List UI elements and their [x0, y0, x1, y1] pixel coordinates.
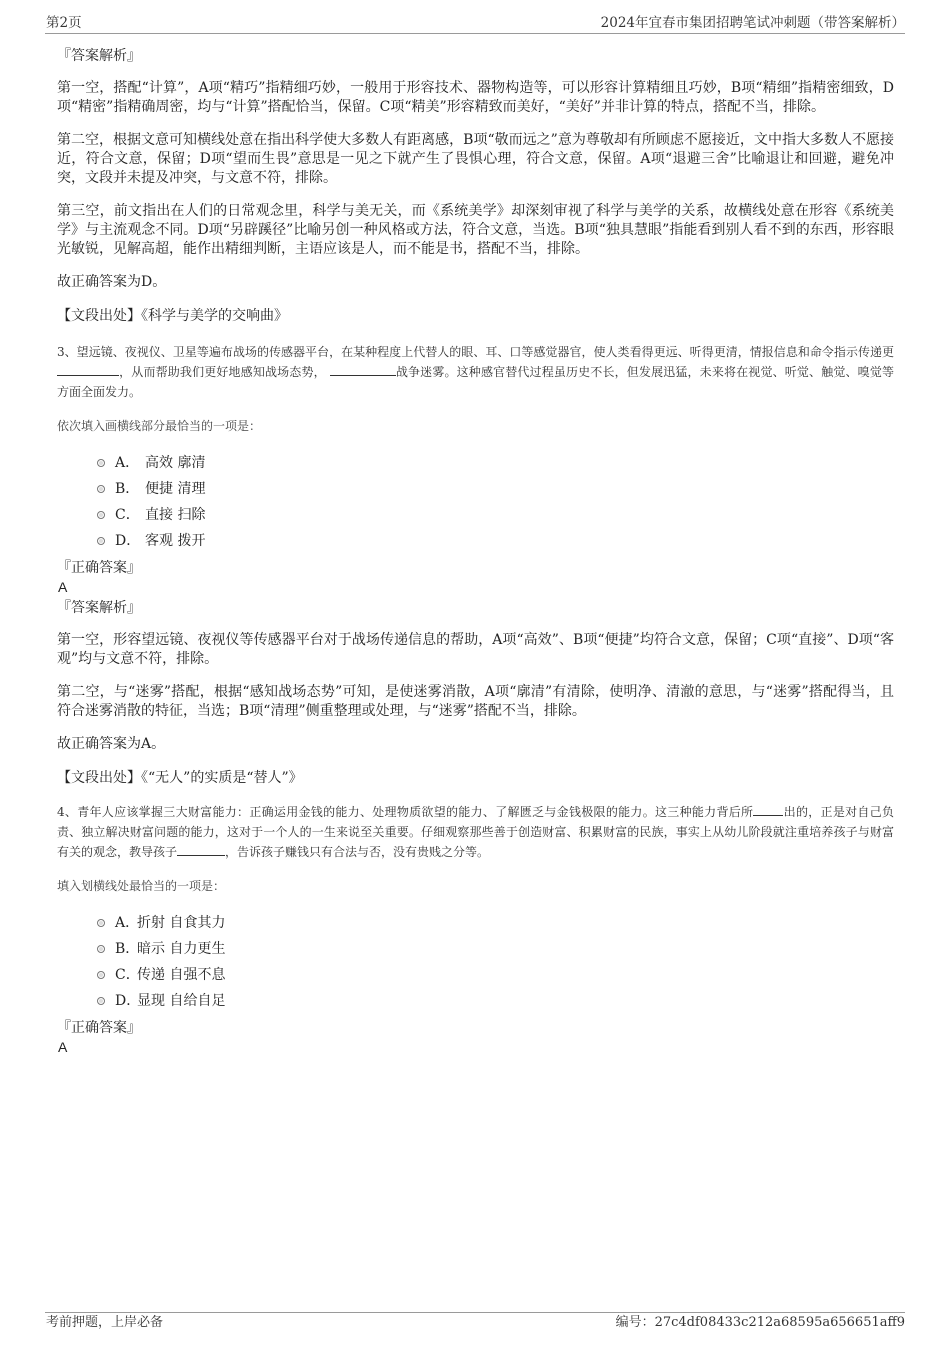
answer-conclusion: 故正确答案为A。 [57, 736, 166, 752]
option-text: 便捷 清理 [145, 481, 206, 497]
option-text: 传递 自强不息 [137, 967, 226, 983]
stem-text: 3、望远镜、夜视仪、卫星等遍布战场的传感器平台，在某种程度上代替人的眼、耳、口等感觉器官，使人类看得更远、听得更清，情报信息和命令指示传递更 [57, 345, 894, 359]
option-key: C． [115, 507, 140, 523]
stem-text: 出的，正是对自己负责、独立解决财富问题的能力，这对于一个人的一生来说至关重要。仔细观察那些善于创造财富、积累财富的民族，事实上从幼儿阶段就注重培养孩子与财富有关的观念，教导孩子 [57, 805, 894, 859]
option-key: A． [115, 915, 140, 931]
radio-icon[interactable] [97, 537, 105, 545]
radio-icon[interactable] [97, 971, 105, 979]
stem-text: ，告诉孩子赚钱只有合法与否，没有贵贱之分等。 [225, 845, 490, 859]
radio-icon[interactable] [97, 945, 105, 953]
radio-icon[interactable] [97, 459, 105, 467]
option-text: 直接 扫除 [145, 507, 206, 523]
question-2-analysis [57, 46, 894, 326]
option-b[interactable] [57, 936, 894, 962]
option-key: C． [115, 967, 140, 983]
question-3 [57, 342, 894, 788]
question-stem [57, 342, 894, 402]
correct-answer: A [58, 1039, 68, 1055]
analysis-paragraph: 第二空，与“迷雾”搭配，根据“感知战场态势”可知，是使迷雾消散，A项“廓清”有清除，使明净、清澈的意思，与“迷雾”搭配得当，且符合迷雾消散的特征，当选；B项“清理”侧重整理或处理，与“迷雾”搭配不当，排除。 [57, 684, 894, 719]
radio-icon[interactable] [97, 485, 105, 493]
question-4 [57, 802, 894, 1056]
question-prompt: 填入划横线处最恰当的一项是： [57, 879, 226, 893]
option-b[interactable] [57, 476, 894, 502]
fill-blank [330, 362, 396, 376]
option-d[interactable] [57, 988, 894, 1014]
option-c[interactable] [57, 962, 894, 988]
correct-answer: A [58, 579, 68, 595]
stem-text: 战争迷雾。这种感官替代过程虽历史不长，但发展迅猛，未来将在视觉、听觉、触觉、嗅觉等方面全面发力。 [57, 365, 894, 399]
radio-icon[interactable] [97, 997, 105, 1005]
options-list [57, 910, 894, 1014]
footer-slogan: 考前押题，上岸必备 [46, 1315, 164, 1330]
footer-divider [45, 1312, 905, 1313]
stem-text: 4、青年人应该掌握三大财富能力：正确运用金钱的能力、处理物质欲望的能力、了解匮乏与金钱极限的能力。这三种能力背后所 [57, 805, 754, 819]
option-d[interactable] [57, 528, 894, 554]
fill-blank [57, 362, 119, 376]
document-title: 2024年宜春市集团招聘笔试冲刺题（带答案解析） [600, 15, 905, 31]
analysis-paragraph: 第一空，形容望远镜、夜视仪等传感器平台对于战场传递信息的帮助，A项“高效”、B项“便捷”均符合文意，保留；C项“直接”、D项“客观”均与文意不符，排除。 [57, 632, 894, 667]
question-prompt: 依次填入画横线部分最恰当的一项是： [57, 419, 262, 433]
stem-text: ，从而帮助我们更好地感知战场态势， [119, 365, 326, 379]
analysis-paragraph: 第一空，搭配“计算”，A项“精巧”指精细巧妙，一般用于形容技术、器物构造等，可以形容计算精细且巧妙，B项“精细”指精密细致，D项“精密”指精确周密，均与“计算”搭配恰当，保留。C项“精美”形容精致而美好，“美好”并非计算的特点，搭配不当，排除。 [57, 80, 894, 115]
option-text: 高效 廓清 [145, 455, 206, 471]
analysis-label: 『答案解析』 [57, 48, 141, 64]
option-key: D． [115, 993, 141, 1009]
option-key: B． [115, 481, 140, 497]
radio-icon[interactable] [97, 919, 105, 927]
option-a[interactable] [57, 910, 894, 936]
analysis-paragraph: 第二空，根据文意可知横线处意在指出科学使大多数人有距离感，B项“敬而远之”意为尊敬却有所顾虑不愿接近，文中指大多数人不愿接近，符合文意，保留；D项“望而生畏”意思是一见之下就产生了畏惧心理，符合文意，保留。A项“退避三舍”比喻退让和回避，避免冲突，文段并未提及冲突，与文意不符，排除。 [57, 132, 894, 186]
option-key: B． [115, 941, 140, 957]
correct-answer-label: 『正确答案』 [57, 560, 141, 576]
radio-icon[interactable] [97, 511, 105, 519]
fill-blank [177, 842, 225, 856]
option-text: 显现 自给自足 [137, 993, 226, 1009]
source-citation: 【文段出处】《“无人”的实质是“替人”》 [57, 770, 303, 786]
question-stem [57, 802, 894, 862]
page-number: 第2页 [46, 15, 82, 31]
fill-blank [753, 802, 783, 816]
option-text: 折射 自食其力 [137, 915, 226, 931]
option-text: 暗示 自力更生 [137, 941, 226, 957]
option-text: 客观 拨开 [145, 533, 206, 549]
analysis-label: 『答案解析』 [57, 600, 141, 616]
option-a[interactable] [57, 450, 894, 476]
source-citation: 【文段出处】《科学与美学的交响曲》 [57, 308, 288, 324]
options-list [57, 450, 894, 554]
option-c[interactable] [57, 502, 894, 528]
correct-answer-label: 『正确答案』 [57, 1020, 141, 1036]
option-key: A． [115, 455, 140, 471]
analysis-paragraph: 第三空，前文指出在人们的日常观念里，科学与美无关，而《系统美学》却深刻审视了科学与美学的关系，故横线处意在形容《系统美学》与主流观念不同。D项“另辟蹊径”比喻另创一种风格或方法，符合文意，当选。B项“独具慧眼”指能看到别人看不到的东西，形容眼光敏锐，见解高超，能作出精细判断，主语应该是人，而不能是书，搭配不当，排除。 [57, 203, 894, 257]
option-key: D． [115, 533, 141, 549]
document-serial: 编号：27c4df08433c212a68595a656651aff9 [615, 1315, 905, 1330]
header-divider [45, 33, 905, 34]
answer-conclusion: 故正确答案为D。 [57, 274, 167, 290]
page-content [57, 46, 894, 1056]
